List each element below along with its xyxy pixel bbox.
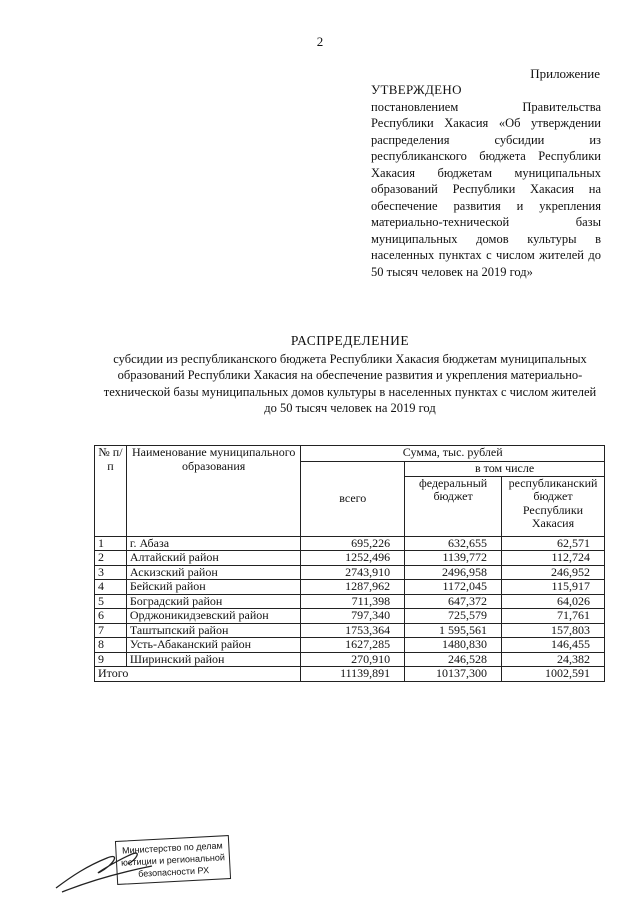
- totals-republican: 1002,591: [502, 667, 605, 682]
- document-title: РАСПРЕДЕЛЕНИЕ: [290, 333, 410, 348]
- stamp-line-1: Министерство по делам: [121, 840, 223, 856]
- row-republican: 157,803: [502, 623, 605, 638]
- table-row: [95, 565, 605, 580]
- row-name: Орджоникидзевский район: [126, 609, 301, 624]
- row-federal: 1172,045: [405, 580, 502, 595]
- row-total: 1627,285: [301, 638, 405, 653]
- totals-federal: 10137,300: [405, 667, 502, 682]
- row-federal: 1480,830: [405, 638, 502, 653]
- table-row: [95, 551, 605, 566]
- row-total: 2743,910: [301, 565, 405, 580]
- totals-total: 11139,891: [301, 667, 405, 682]
- row-num: 3: [95, 565, 127, 580]
- stamp-line-2: юстиции и региональной: [120, 852, 226, 868]
- table-row: [95, 623, 605, 638]
- row-federal: 246,528: [405, 652, 502, 667]
- approval-heading: УТВЕРЖДЕНО: [371, 82, 462, 97]
- header-republican: республиканский бюджет Республики Хакасия: [502, 476, 605, 536]
- appendix-label: Приложение: [530, 66, 600, 81]
- row-total: 695,226: [301, 536, 405, 551]
- row-total: 270,910: [301, 652, 405, 667]
- header-num: № п/п: [95, 446, 127, 537]
- row-name: г. Абаза: [126, 536, 301, 551]
- table-row: [95, 638, 605, 653]
- table-row: [95, 580, 605, 595]
- stamp-line-3: безопасности РХ: [137, 865, 210, 879]
- row-name: Бейский район: [126, 580, 301, 595]
- row-name: Аскизский район: [126, 565, 301, 580]
- row-federal: 647,372: [405, 594, 502, 609]
- row-name: Ширинский район: [126, 652, 301, 667]
- row-num: 4: [95, 580, 127, 595]
- approval-text: постановлением Правительства Республики Хакасия «Об утверждении распределения субсидии из республиканского бюджета Республики Хакасия бюджетам муниципальных образований Республики Хакасия на обеспечение развития и укрепления материально-технической базы муниципальных домов культуры в населенных пунктах с числом жителей до 50 тысяч человек на 2019 год»: [371, 99, 601, 279]
- table-row: [95, 652, 605, 667]
- row-name: Алтайский район: [126, 551, 301, 566]
- row-republican: 64,026: [502, 594, 605, 609]
- header-sum: Сумма, тыс. рублей: [301, 446, 605, 462]
- table-body: [95, 536, 605, 667]
- row-republican: 146,455: [502, 638, 605, 653]
- row-total: 1753,364: [301, 623, 405, 638]
- row-name: Усть-Абаканский район: [126, 638, 301, 653]
- row-num: 9: [95, 652, 127, 667]
- row-num: 8: [95, 638, 127, 653]
- row-total: 1252,496: [301, 551, 405, 566]
- row-republican: 71,761: [502, 609, 605, 624]
- document-title-block: [100, 333, 600, 417]
- row-republican: 115,917: [502, 580, 605, 595]
- row-republican: 62,571: [502, 536, 605, 551]
- totals-label: Итого: [95, 667, 301, 682]
- header-federal: федеральный бюджет: [405, 476, 502, 536]
- row-num: 2: [95, 551, 127, 566]
- row-num: 7: [95, 623, 127, 638]
- row-federal: 1 595,561: [405, 623, 502, 638]
- header-total: всего: [301, 462, 405, 537]
- row-republican: 24,382: [502, 652, 605, 667]
- row-republican: 112,724: [502, 551, 605, 566]
- row-federal: 1139,772: [405, 551, 502, 566]
- approval-block: [371, 82, 601, 280]
- totals-row: [95, 667, 605, 682]
- row-num: 5: [95, 594, 127, 609]
- row-federal: 632,655: [405, 536, 502, 551]
- row-total: 711,398: [301, 594, 405, 609]
- row-federal: 725,579: [405, 609, 502, 624]
- row-num: 6: [95, 609, 127, 624]
- row-republican: 246,952: [502, 565, 605, 580]
- row-name: Таштыпский район: [126, 623, 301, 638]
- table-row: [95, 536, 605, 551]
- row-federal: 2496,958: [405, 565, 502, 580]
- header-name: Наименование муниципального образования: [126, 446, 301, 537]
- row-total: 797,340: [301, 609, 405, 624]
- page-number: 2: [316, 34, 324, 49]
- table-row: [95, 594, 605, 609]
- table-row: [95, 609, 605, 624]
- row-num: 1: [95, 536, 127, 551]
- ministry-stamp: [115, 835, 231, 885]
- row-name: Боградский район: [126, 594, 301, 609]
- header-including: в том числе: [405, 462, 605, 477]
- document-subtitle: субсидии из республиканского бюджета Республики Хакасия бюджетам муниципальных образований Республики Хакасия на обеспечение развития и укрепления материально-технической базы муниципальных домов культуры в населенных пунктах с числом жителей до 50 тысяч человек на 2019 год: [103, 351, 597, 415]
- row-total: 1287,962: [301, 580, 405, 595]
- distribution-table: [94, 445, 605, 682]
